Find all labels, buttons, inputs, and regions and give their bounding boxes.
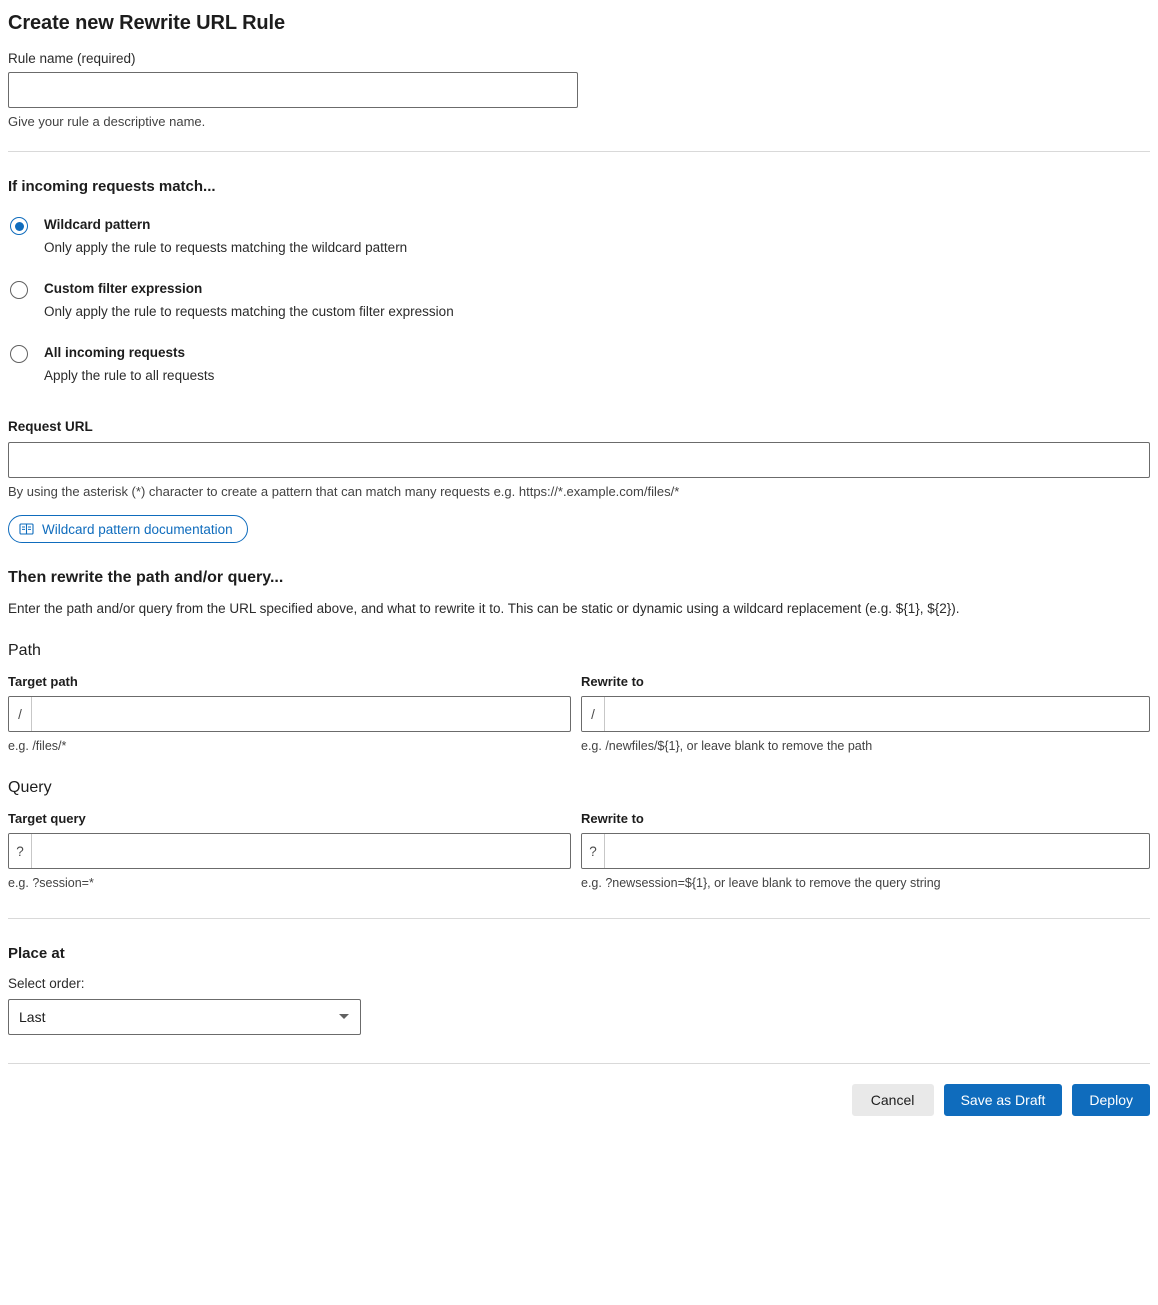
select-order-wrapper[interactable] [8, 999, 361, 1035]
cancel-button[interactable]: Cancel [852, 1084, 934, 1116]
rule-name-input[interactable] [8, 72, 578, 108]
rewrite-path-input[interactable] [605, 697, 1149, 731]
rewrite-section-description: Enter the path and/or query from the URL specified above, and what to rewrite it to. This can be static or dynamic using a wildcard replacement (e.g. ${1}, ${2}). [8, 601, 960, 617]
radio-all-incoming-requests-mark[interactable] [10, 345, 28, 363]
target-query-label: Target query [8, 811, 86, 827]
rewrite-path-hint: e.g. /newfiles/${1}, or leave blank to remove the path [581, 739, 873, 754]
target-path-hint: e.g. /files/* [8, 739, 67, 754]
rule-name-label: Rule name (required) [8, 51, 136, 66]
place-at-heading: Place at [8, 945, 65, 963]
rewrite-query-input[interactable] [605, 834, 1149, 868]
rewrite-query-field-group [581, 811, 1150, 890]
save-as-draft-button[interactable]: Save as Draft [944, 1084, 1063, 1116]
deploy-button[interactable]: Deploy [1072, 1084, 1150, 1116]
radio-option-all-incoming-requests[interactable] [8, 343, 1150, 385]
request-url-help: By using the asterisk (*) character to create a pattern that can match many requests e.g. https://*.example.com/files/* [8, 484, 680, 500]
match-radio-group [8, 215, 1150, 385]
rewrite-section-heading: Then rewrite the path and/or query... [8, 569, 284, 587]
select-order-dropdown[interactable] [8, 999, 361, 1035]
page-title: Create new Rewrite URL Rule [8, 12, 286, 34]
radio-custom-filter-expression-mark[interactable] [10, 281, 28, 299]
target-query-prefix: ? [9, 834, 32, 868]
chevron-down-icon[interactable] [339, 1014, 349, 1019]
match-section-heading: If incoming requests match... [8, 178, 216, 195]
radio-option-wildcard-pattern[interactable] [8, 215, 1150, 257]
select-order-label: Select order: [8, 976, 85, 992]
radio-option-custom-filter-expression[interactable] [8, 279, 1150, 321]
rewrite-path-label: Rewrite to [581, 674, 644, 690]
rewrite-query-input-wrapper[interactable] [581, 833, 1150, 869]
radio-custom-filter-expression-desc: Only apply the rule to requests matching the custom filter expression [44, 303, 454, 319]
book-icon [19, 522, 34, 536]
target-path-field-group [8, 674, 571, 753]
rewrite-path-input-wrapper[interactable] [581, 696, 1150, 732]
section-divider-2 [8, 918, 1150, 919]
radio-wildcard-pattern-label: Wildcard pattern [44, 217, 151, 232]
rewrite-query-hint: e.g. ?newsession=${1}, or leave blank to remove the query string [581, 876, 941, 891]
rule-name-help: Give your rule a descriptive name. [8, 114, 206, 129]
rewrite-path-prefix: / [582, 697, 605, 731]
target-path-prefix: / [9, 697, 32, 731]
radio-wildcard-pattern-desc: Only apply the rule to requests matching the wildcard pattern [44, 239, 408, 255]
target-path-input[interactable] [32, 697, 570, 731]
radio-all-incoming-requests-desc: Apply the rule to all requests [44, 367, 215, 383]
query-fields-row [8, 811, 1150, 890]
target-path-label: Target path [8, 674, 78, 690]
target-query-input[interactable] [32, 834, 570, 868]
wildcard-pattern-documentation-link[interactable] [8, 515, 248, 543]
select-order-value: Last [19, 1009, 46, 1026]
rewrite-query-prefix: ? [582, 834, 605, 868]
path-group-title: Path [8, 642, 41, 660]
section-divider-1 [8, 151, 1150, 152]
path-fields-row [8, 674, 1150, 753]
footer-actions [8, 1064, 1150, 1134]
target-query-input-wrapper[interactable] [8, 833, 571, 869]
query-group-title: Query [8, 779, 52, 797]
rewrite-query-label: Rewrite to [581, 811, 644, 827]
rewrite-path-field-group [581, 674, 1150, 753]
request-url-input[interactable] [8, 442, 1150, 478]
target-query-field-group [8, 811, 571, 890]
wildcard-pattern-documentation-label: Wildcard pattern documentation [42, 521, 233, 537]
radio-all-incoming-requests-label: All incoming requests [44, 345, 186, 361]
request-url-field-group [8, 419, 1150, 543]
target-path-input-wrapper[interactable] [8, 696, 571, 732]
target-query-hint: e.g. ?session=* [8, 876, 94, 891]
radio-wildcard-pattern-mark[interactable] [10, 217, 28, 235]
request-url-label: Request URL [8, 419, 93, 435]
rule-name-field-group [8, 51, 1150, 129]
radio-custom-filter-expression-label: Custom filter expression [44, 281, 203, 297]
